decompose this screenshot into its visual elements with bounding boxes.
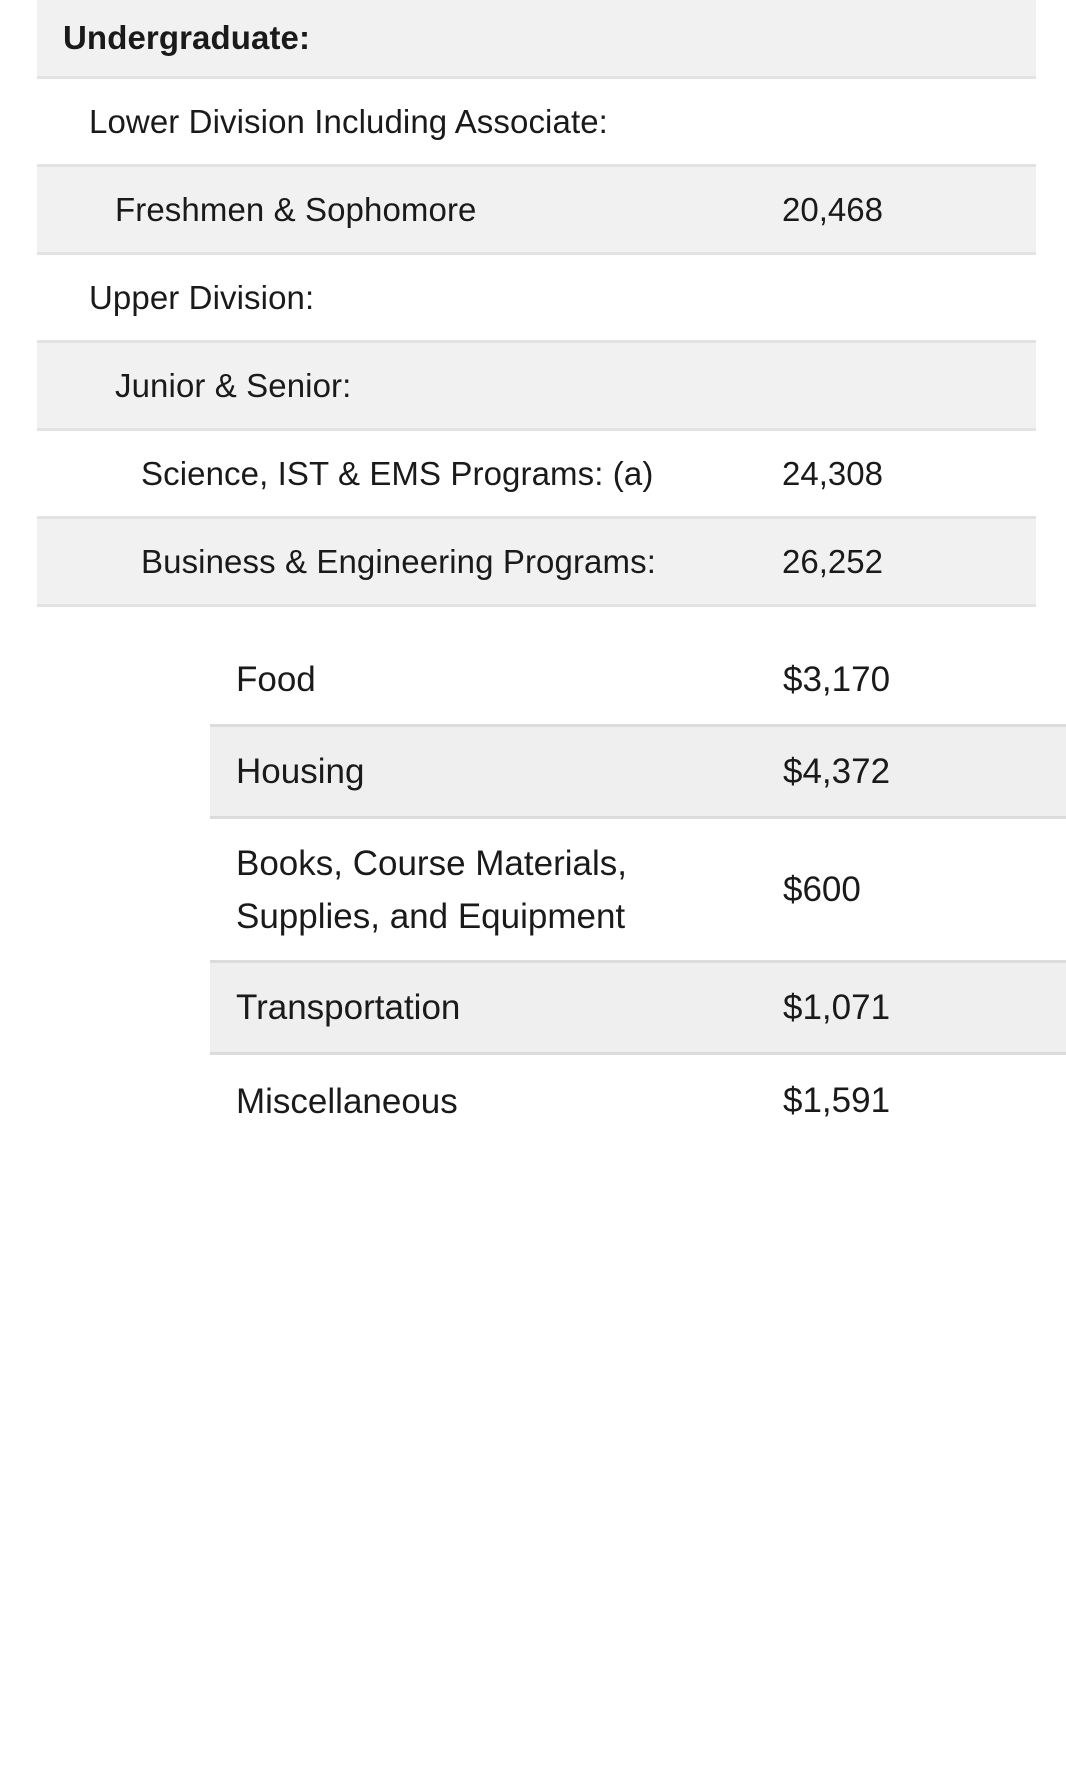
row-label: Lower Division Including Associate: xyxy=(89,102,608,140)
row-label: Upper Division: xyxy=(89,278,315,316)
table-row xyxy=(37,519,1036,607)
row-value: $600 xyxy=(783,869,861,909)
row-value: 20,468 xyxy=(782,190,883,228)
row-label: Housing xyxy=(236,752,365,791)
row-label: Books, Course Materials, Supplies, and Equipment xyxy=(236,843,627,936)
table-row xyxy=(37,79,1036,167)
row-label: Undergraduate: xyxy=(63,19,311,56)
table-row xyxy=(210,963,1066,1055)
table-row xyxy=(37,167,1036,255)
row-value: $1,071 xyxy=(783,987,891,1027)
row-value: $4,372 xyxy=(783,751,891,791)
row-label: Junior & Senior: xyxy=(115,366,352,404)
row-label: Freshmen & Sophomore xyxy=(115,190,477,228)
table-row xyxy=(210,819,1066,963)
tuition-table xyxy=(37,0,1036,607)
table-row xyxy=(37,255,1036,343)
row-label: Science, IST & EMS Programs: (a) xyxy=(141,454,654,492)
row-label: Food xyxy=(236,660,316,699)
table-row xyxy=(37,431,1036,519)
table-row xyxy=(37,343,1036,431)
row-value: $3,170 xyxy=(783,659,891,699)
table-row xyxy=(37,0,1036,79)
table-row xyxy=(210,635,1066,727)
table-row xyxy=(210,1055,1066,1147)
row-value: $1,591 xyxy=(783,1081,891,1120)
table-row xyxy=(210,727,1066,819)
row-label: Transportation xyxy=(236,988,461,1027)
row-value: 24,308 xyxy=(782,454,883,492)
cost-of-attendance-table xyxy=(210,635,1066,1147)
row-label: Business & Engineering Programs: xyxy=(141,542,656,580)
row-value: 26,252 xyxy=(782,542,883,580)
row-label: Miscellaneous xyxy=(236,1081,458,1121)
